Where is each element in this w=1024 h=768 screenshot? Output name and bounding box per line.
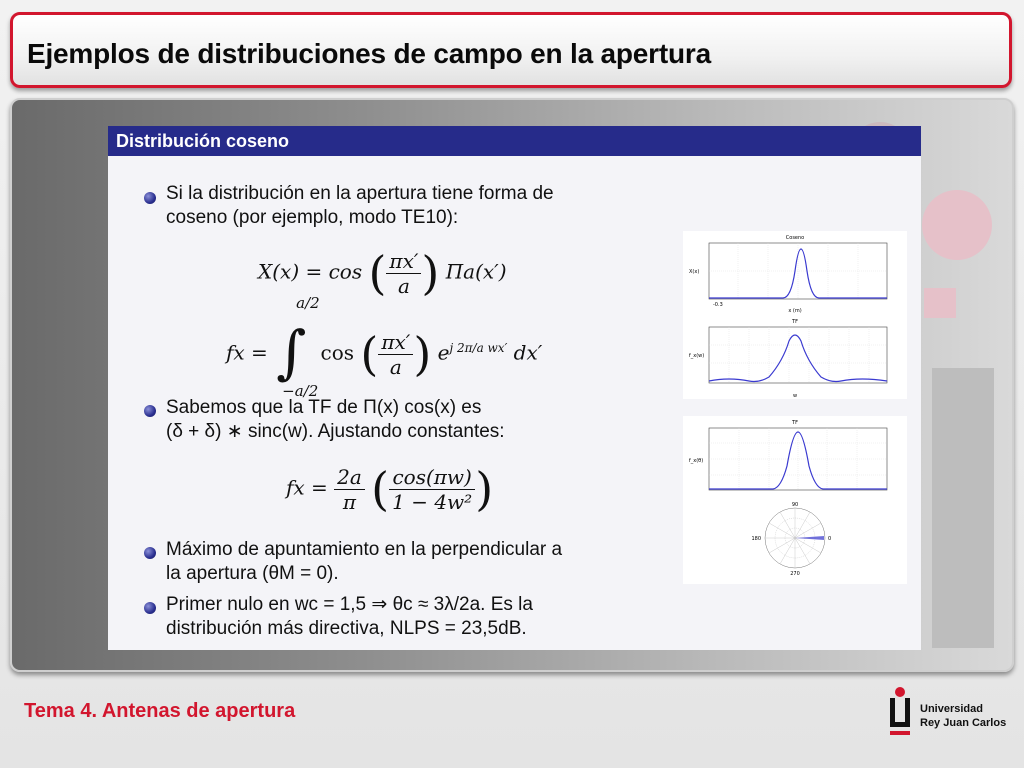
- bullet-icon: [144, 405, 156, 417]
- bullet-icon: [144, 602, 156, 614]
- equation-2: fx = ∫ a/2 −a/2 cos ( $\frac{\pi x'}{a}$ ) $e^{j 2\pi/a wx'}$ dx′: [226, 294, 543, 400]
- bullet-icon: [144, 547, 156, 559]
- eq3-lhs: fx =: [286, 475, 328, 500]
- svg-text:180: 180: [751, 536, 761, 542]
- svg-text:-0.3: -0.3: [713, 302, 723, 308]
- plot3-title: TF: [792, 420, 798, 426]
- decor-bar: [932, 368, 994, 648]
- decor-square: [924, 288, 956, 318]
- svg-text:0: 0: [828, 536, 832, 542]
- eq2-lhs: fx =: [226, 340, 268, 365]
- figure-coseno-tf: [683, 231, 907, 399]
- eq2-cos: cos: [320, 340, 355, 365]
- svg-text:90: 90: [791, 502, 799, 508]
- eq1-rhs: Πa(x′): [445, 259, 507, 284]
- eq3-num: 2a: [334, 465, 365, 490]
- eq3-inner-num: cos(πw): [389, 465, 475, 490]
- footer-title: Tema 4. Antenas de apertura: [24, 700, 296, 722]
- svg-text:X(x): X(x): [689, 269, 700, 275]
- bullet2-line2: (δ + δ) ∗ sinc(w). Ajustando constantes:: [166, 421, 505, 442]
- bullet4-line2: distribución más directiva, NLPS = 23,5dB.: [166, 618, 527, 639]
- svg-text:f_x(θ): f_x(θ): [689, 458, 704, 464]
- urjc-logo-icon: [886, 686, 920, 746]
- bullet1-line1: Si la distribución en la apertura tiene forma de: [166, 183, 554, 204]
- bullet4-line1: Primer nulo en wc = 1,5 ⇒ θc ≈ 3λ/2a. Es la: [166, 594, 533, 615]
- eq2-dx: dx′: [513, 340, 543, 365]
- page-title: Ejemplos de distribuciones de campo en la apertura: [27, 38, 711, 69]
- equation-1: X(x) = cos ( $\frac{\pi x'}{a}$ ) Πa(x′): [258, 246, 507, 300]
- eq3-inner-den: 1 − 4w²: [392, 489, 473, 514]
- slide-heading: Distribución coseno: [108, 126, 921, 156]
- bullet3-line1: Máximo de apuntamiento en la perpendicular a: [166, 539, 563, 560]
- title-bar: [10, 12, 1012, 88]
- plot1-title: Coseno: [785, 235, 805, 241]
- svg-text:f_x(w): f_x(w): [689, 353, 705, 359]
- university-name: Universidad Rey Juan Carlos: [920, 703, 1007, 729]
- svg-text:w: w: [792, 393, 798, 399]
- plot2-title: TF: [792, 319, 798, 325]
- eq2-sup: j 2π/a wx′: [449, 340, 508, 355]
- eq2-num: πx′: [378, 330, 413, 355]
- eq2-den: a: [389, 354, 402, 379]
- slide-image: [108, 126, 921, 650]
- slide-content: [108, 156, 921, 650]
- bullet-icon: [144, 192, 156, 204]
- polar-plot: [751, 502, 831, 577]
- svg-text:x (m): x (m): [788, 308, 802, 314]
- decor-circle-large: [922, 190, 992, 260]
- eq3-den: π: [342, 489, 357, 514]
- eq1-lhs: X(x) = cos: [258, 259, 363, 284]
- bullet3-line2: la apertura (θM = 0).: [166, 563, 339, 584]
- svg-text:270: 270: [790, 571, 800, 577]
- bullet2-line1: Sabemos que la TF de Π(x) cos(x) es: [166, 397, 482, 418]
- bullet1-line2: coseno (por ejemplo, modo TE10):: [166, 207, 459, 228]
- figure-tf-polar: [683, 416, 907, 584]
- integral-sign: ∫ a/2 −a/2: [276, 294, 320, 400]
- eq1-den: a: [397, 273, 410, 298]
- eq2-exp: e: [437, 340, 450, 365]
- eq1-num: πx′: [386, 249, 421, 274]
- equation-3: fx = $\frac{2a}{\pi}$ ( $\frac{\cos(\pi w)}{\text{1 − 4w²}}$ ): [286, 462, 494, 516]
